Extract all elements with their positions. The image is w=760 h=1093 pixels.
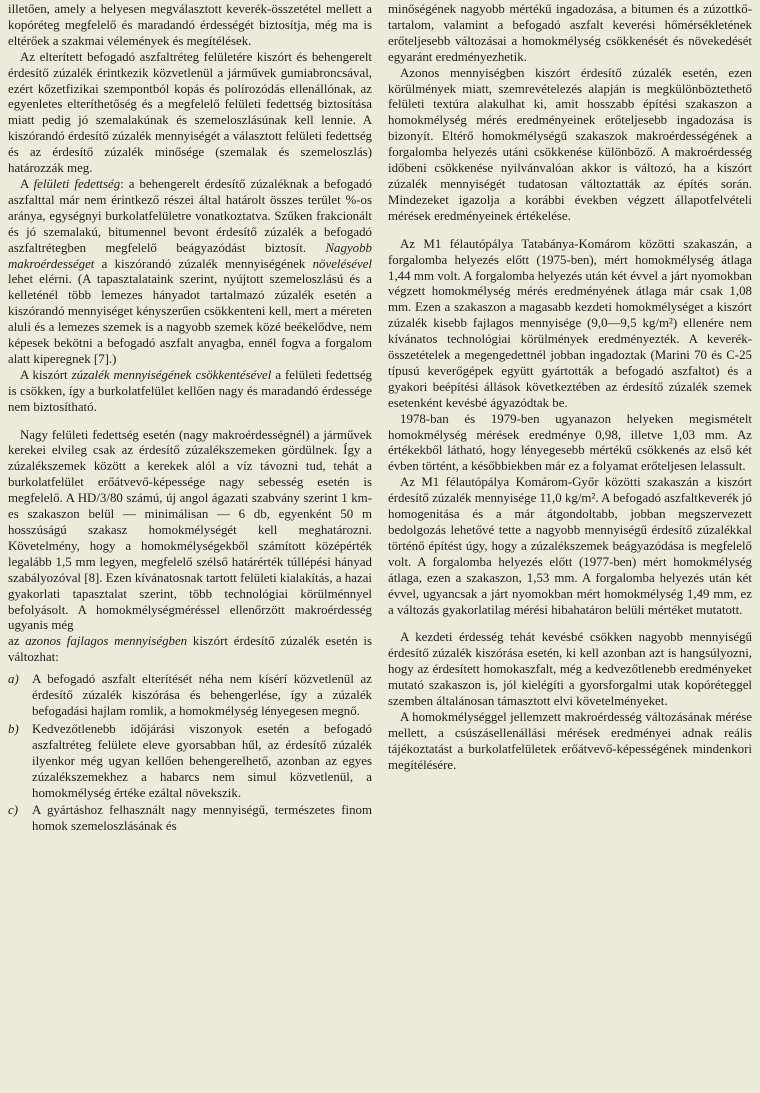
paragraph: A kiszórt zúzalék mennyiségének csökkentésével a felületi fedettség is csökken, így a burkolatfelület kellően nagy és maradandó érdessége nem biztosítható. bbox=[8, 367, 372, 414]
term-emphasis: zúzalék mennyiségének csökkentésével bbox=[71, 367, 272, 382]
list-item bbox=[8, 672, 372, 720]
term-emphasis: azonos fajlagos mennyiségben bbox=[25, 634, 188, 649]
paragraph: az azonos fajlagos mennyiségben kiszórt érdesítő zúzalék esetén is változhat: bbox=[8, 634, 372, 665]
paragraph: A felületi fedettség: a behengerelt érdesítő zúzaléknak a befogadó aszfalttal már nem érintkező részei által határolt összes terület %-os aránya, egységnyi burkolatfelületre vonatkoztatva. Szűken frakcionált és jó szemalakú, bitumennel bevont érdesítő zúzalék a befogadó aszfaltrétegben megfelelő beágyazódást biztosít. Nagyobb makroérdességet a kiszórandó zúzalék mennyiségének növelésével lehet elérni. (A tapasztalataink szerint, nyújtott szemeloszlású és a kelleténél több lemezes hányadot tartalmazó zúzalék esetén a kiszórandó mennyiséget kényszerűen csökkenteni kell, mert a méreten aluli és a lemezes szemek is a nagyobb szemek közé beékelődve, nem képesek bekötni a befogadó aszfalt anyagba, ennél fogva a forgalom alatt kiperegnek [7].) bbox=[8, 176, 372, 366]
list-item-text: A gyártáshoz felhasznált nagy mennyiségű, természetes finom homok szemeloszlásának és bbox=[32, 803, 372, 834]
enumerated-list bbox=[8, 672, 372, 835]
paragraph: A homokmélységgel jellemzett makroérdesség változásának mérése mellett, a csúszásellenállási mérések eredményei adnak reális tájékoztatást a burkolatfelületek erőátvevő-képességének mindenkori megítélésére. bbox=[388, 709, 752, 772]
paragraph: minőségének nagyobb mértékű ingadozása, a bitumen és a zúzottkő-tartalom, valamint a befogadó aszfalt keverési hőmérsékletének erőteljesebb változásai a homokmélység csökkenését és növekedését egyaránt eredményezhetik. bbox=[388, 2, 752, 64]
left-column bbox=[8, 2, 372, 1093]
paragraph: Az M1 félautópálya Tatabánya-Komárom közötti szakaszán, a forgalomba helyezés előtt (1975-ben), mért homokmélység átlaga 1,44 mm volt. A forgalomba helyezés után két évvel a járt nyomokban végzett homokmélység mérés eredményének átlaga már csak 1,08 mm. Ezen a szakaszon a magasabb kezdeti homokmélységet a kiszórt zúzalék kisebb fajlagos mennyisége (9,0—9,5 kg/m²) ellenére nem kívánatos technológiai körülmények eredményezték. A keverék-összetételek a megengedettnél jobban ingadoztak (Marini 70 és C-25 típusú keverőgépek együtt gyártották a befogadó aszfaltot) és a gyakori beépítési állások következtében az érdesítő zúzalék szemek esetenként kevésbé ágyazódtak be. bbox=[388, 236, 752, 410]
paragraph: illetően, amely a helyesen megválasztott keverék-összetétel mellett a kopóréteg megfelelő és maradandó érdességét biztosítja, még ma is eltérőek a szakmai vélemények és megítélések. bbox=[8, 2, 372, 48]
paragraph: 1978-ban és 1979-ben ugyanazon helyeken megismételt homokmélység mérések eredménye 0,98, illetve 1,03 mm. Az értékekből látható, hogy lényegesebb mértékű csökkenés az első két évben történt, a későbbiekben már ez a folyamat erőteljesen lelassult. bbox=[388, 411, 752, 474]
term-emphasis: Nagyobb makroérdességet bbox=[8, 240, 372, 271]
list-marker: a) bbox=[8, 672, 19, 687]
list-item-text: A befogadó aszfalt elterítését néha nem kísérí közvetlenül az érdesítő zúzalék kiszórása és behengerlése, így a zúzalék befogadási hajlam romlik, a homokmélység lényegesen megnő. bbox=[32, 672, 372, 718]
list-marker: b) bbox=[8, 721, 19, 736]
list-marker: c) bbox=[8, 803, 19, 818]
right-column bbox=[388, 2, 752, 1093]
paragraph: Az elterített befogadó aszfaltréteg felületére kiszórt és behengerelt érdesítő zúzalék érintkezik közvetlenül a járművek gumiabroncsával, ezért kőzetfizikai szempontból kopás és polírozódás ellenállónak, az egyenletes elteríthetőség és a megfelelő felületi fedettség biztosítása miatt pedig jó szemalakúnak és szemeloszlásúnak kell lennie. A kiszórandó érdesítő zúzalék mennyiségét a választott felületi fedettség és az érdesítő zúzalék minősége (szemalak és szemeloszlás) határozzák meg. bbox=[8, 49, 372, 176]
list-item-text: Kedvezőtlenebb időjárási viszonyok esetén a befogadó aszfaltréteg felülete eleve gyorsabban hűl, az érdesítő zúzalék ilyenkor még ugyan kellően behengerelhető, azonban az egyes zúzalékszemekhez a habarcs nem simul közvetlenül, a homokmélység értéke ezáltal növekszik. bbox=[32, 721, 372, 800]
term-emphasis: felületi fedettség bbox=[33, 176, 121, 191]
term-emphasis: növelésével bbox=[312, 256, 372, 271]
paragraph: A kezdeti érdesség tehát kevésbé csökken nagyobb mennyiségű érdesítő zúzalék kiszórása esetén, ki kell azonban azt is hangsúlyozni, hogy az érdesített homokaszfalt, még a kedvezőtlenebb eredményeket mutató szakaszon is, jól kielégíti a gyorsforgalmi utak kopóréteggel szemben általánosan támasztott elvi követelményeket. bbox=[388, 630, 752, 709]
paragraph: Nagy felületi fedettség esetén (nagy makroérdességnél) a járművek kerekei elvileg csak az érdesítő zúzalékszemeken gördülnek. Így a zúzalékszemek között a kerekek alól a víz távozni tud, tehát a burkolatfelület erőátvevő-képessége nagy sebesség esetén is megfelelő. A HD/3/80 számú, új angol ágazati szabvány szerint 1 km-es szakaszon belül — minimálisan — 6 db, egyenként 50 m hosszúságú szakasz homokmélységét kell meghatározni. Követelmény, hogy a homokmélységekből számított középérték legalább 1,5 mm legyen, megfelelő szélső határérték túllépési hányad szabályozóval [8]. Ezen kívánatosnak tartott felületi kialakítás, a hazai gyakorlati tapasztalat szerint, több technológiai körülménnyel befolyásolt. A homokmélységméréssel ellenőrzött makroérdesség ugyanis még bbox=[8, 427, 372, 633]
list-item bbox=[8, 803, 372, 835]
paragraph: Az M1 félautópálya Komárom-Győr közötti szakaszán a kiszórt érdesítő zúzalék mennyisége 11,0 kg/m². A befogadó aszfaltkeverék jó homogenitása és a már átgondoltabb, jobban megszervezett bedolgozás lehetővé tette a nagyobb mennyiségű érdesítő zúzalékkal történő építést úgy, hogy a zúzalékszemek beágyazódása is megfelelő volt. A forgalomba helyezés előtt (1977-ben) mért homokmélység átlaga, ezen a szakaszon, 1,53 mm. A forgalomba helyezés után két évvel, ugyancsak a járt nyomokban mért homokmélység 1,49 mm, ez a változás gyakorlatilag mérési hibahatáron belüli mértéket mutatott. bbox=[388, 475, 752, 617]
list-item bbox=[8, 722, 372, 802]
paragraph: Azonos mennyiségben kiszórt érdesítő zúzalék esetén, ezen körülmények miatt, szemrevételezés alapján is megkülönböztethető felületi textúra alakulhat ki, amit hosszabb építési szakaszon a homokmélység mérés eredményeinek erőteljesebb ingadozása is bizonyít. Eltérő homokmélységű szakaszok makroérdességének a forgalomba helyezés utáni csökkenése különböző. A makroérdesség időbeni csökkenése nyilvánvalóan akkor is változó, ha a kiszórt zúzalék mennyiségét tudatosan változtatták az építés során. Mindezeket igazolja a korábbi években végzett állapotfelvételi mérések eredményeinek értékelése. bbox=[388, 65, 752, 223]
